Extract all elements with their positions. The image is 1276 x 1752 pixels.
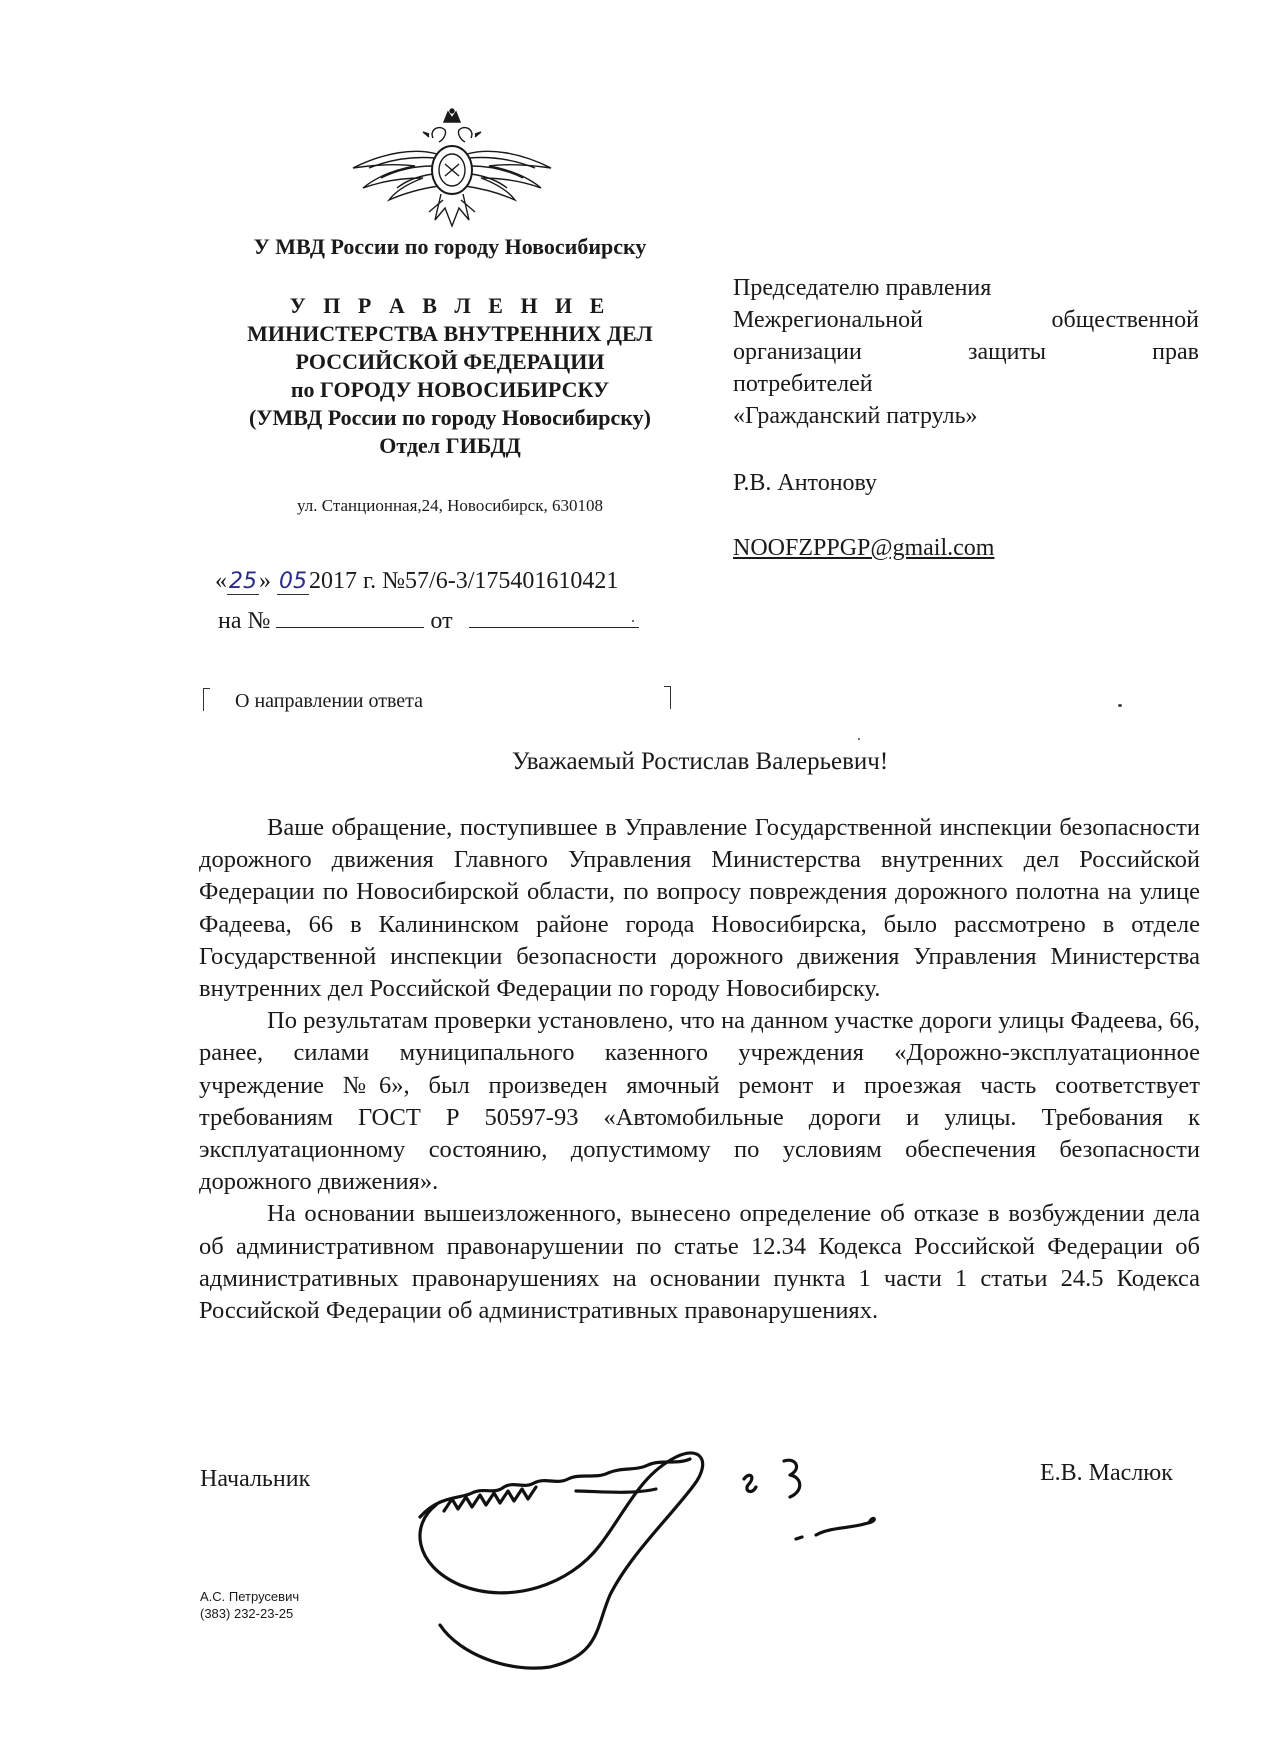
department-line: по ГОРОДУ НОВОСИБИРСКУ	[290, 377, 610, 402]
subject-text: О направлении ответа	[235, 690, 424, 712]
signatory-name: Е.В. Маслюк	[1040, 1460, 1173, 1486]
reference-date-blank	[469, 605, 639, 628]
reference-number-blank	[276, 605, 424, 628]
open-quote: «	[215, 568, 227, 594]
recipient-line: потребителей	[733, 371, 873, 397]
department-line: РОССИЙСКОЙ ФЕДЕРАЦИИ	[295, 349, 605, 374]
subject-bracket-right	[664, 686, 671, 709]
registration-month: 05	[279, 569, 307, 594]
recipient-word: организации	[733, 339, 862, 365]
signatory-title: Начальник	[200, 1466, 311, 1492]
close-quote: »	[259, 568, 271, 594]
salutation: Уважаемый Ростислав Валерьевич!	[511, 748, 889, 775]
handwritten-signature	[400, 1435, 1000, 1675]
recipient-email-link[interactable]: NOOFZPPGP@gmail.com	[733, 535, 995, 561]
recipient-line: Председателю правления	[733, 275, 992, 301]
department-line: МИНИСТЕРСТВА ВНУТРЕННИХ ДЕЛ	[247, 321, 653, 346]
sender-address: ул. Станционная,24, Новосибирск, 630108	[297, 496, 603, 515]
body-paragraph: На основании вышеизложенного, вынесено определение об отказе в возбуждении дела об административном правонарушении по статье 12.34 Кодекса Российской Федерации об административных правонарушениях на основании пункта 1 части 1 статьи 24.5 Кодекса Российской Федерации об административных правонарушениях.	[199, 1200, 1200, 1325]
authority-header: У МВД России по городу Новосибирску	[253, 234, 647, 259]
scan-speck	[632, 620, 634, 622]
body-paragraph: Ваше обращение, поступившее в Управление Государственной инспекции безопасности дорожного движения Главного Управления Министерства внутренних дел Российской Федерации по Новосибирской области, по вопросу повреждения дорожного полотна на улице Фадеева, 66 в Калининском районе города Новосибирска, было рассмотрено в отделе Государственной инспекции безопасности дорожного движения Управления Министерства внутренних дел Российской Федерации по городу Новосибирску.	[199, 814, 1200, 1003]
recipient-line: «Гражданский патруль»	[733, 403, 978, 429]
body-paragraph: По результатам проверки установлено, что на данном участке дороги улицы Фадеева, 66, ранее, силами муниципального казенного учреждения «Дорожно-эксплуатационное учреждение №6», был произведен ямочный ремонт и проезжая часть соответствует требованиям ГОСТ Р 50597-93 «Автомобильные дороги и улицы. Требования к эксплуатационному состоянию, допустимому по условиям обеспечения безопасности дорожного движения».	[199, 1007, 1200, 1196]
registration-number: 2017 г. №57/6-3/175401610421	[309, 568, 619, 594]
recipient-block	[733, 272, 1199, 432]
reference-prefix: на №	[218, 608, 271, 634]
recipient-word: Межрегиональной	[733, 307, 923, 333]
executor-phone: (383) 232-23-25	[200, 1606, 294, 1621]
recipient-word: защиты	[967, 339, 1047, 365]
recipient-line	[733, 336, 1199, 368]
executor-name: А.С. Петрусевич	[200, 1589, 300, 1604]
department-line: (УМВД России по городу Новосибирску)	[249, 405, 651, 430]
scan-speck	[1118, 704, 1122, 707]
recipient-line	[733, 304, 1199, 336]
department-line: Отдел ГИБДД	[379, 433, 521, 458]
subject-line	[205, 690, 423, 713]
recipient-word: прав	[1152, 339, 1199, 365]
letter-body	[199, 812, 1200, 1327]
department-line: У П Р А В Л Е Н И Е	[289, 293, 611, 318]
executor-block	[200, 1588, 299, 1622]
mvd-eagle-emblem-icon	[345, 108, 560, 238]
reference-line	[218, 605, 639, 635]
registration-day: 25	[229, 569, 257, 594]
scan-speck	[858, 738, 860, 740]
reference-from: от	[430, 608, 453, 634]
department-block	[190, 292, 710, 460]
registration-line	[215, 568, 618, 595]
recipient-name: Р.В. Антонову	[733, 470, 878, 496]
recipient-word: общественной	[1051, 307, 1199, 333]
